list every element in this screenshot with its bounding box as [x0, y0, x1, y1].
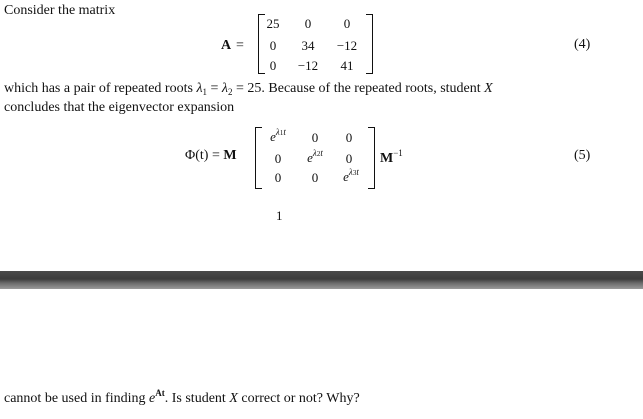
m-inverse: $M^{-1}$: [380, 148, 403, 166]
matrix-exp-cell: 0: [311, 170, 319, 185]
equation-number-4: (4): [574, 37, 591, 52]
page-separator: [0, 271, 643, 289]
matrix-a-label: A: [221, 38, 232, 53]
intro-text: Consider the matrix: [4, 3, 116, 18]
conclusion-text: cannot be used in finding $e^{At}$. Is student X correct or not? Why?: [4, 388, 360, 406]
phi-lhs: Φ(t) = M: [185, 148, 237, 163]
matrix-a-cell: −12: [297, 58, 319, 73]
matrix-exp-right-bracket: [368, 127, 375, 189]
equation-number-5: (5): [574, 148, 591, 163]
matrix-exp-diag: $e^{\lambda 3t}$: [343, 167, 359, 184]
matrix-a-cell: 34: [301, 38, 315, 53]
matrix-a-cell: 41: [340, 58, 354, 73]
matrix-a-cell: 0: [304, 16, 312, 31]
matrix-a-equals: =: [236, 38, 244, 53]
matrix-a-right-bracket: [366, 14, 373, 74]
matrix-a-cell: 0: [269, 58, 277, 73]
roots-sentence-line2: concludes that the eigenvector expansion: [4, 100, 235, 115]
matrix-exp-cell: 0: [274, 151, 282, 166]
matrix-exp-cell: 0: [274, 170, 282, 185]
matrix-a-cell: 0: [343, 16, 351, 31]
matrix-exp-diag: $e^{\lambda 2t}$: [307, 148, 323, 165]
matrix-exp-diag: $e^{\lambda 1t}$: [270, 127, 286, 144]
page-number: 1: [276, 208, 283, 223]
matrix-a-cell: −12: [336, 38, 358, 53]
matrix-exp-cell: 0: [345, 151, 353, 166]
matrix-exp-cell: 0: [311, 130, 319, 145]
matrix-a-cell: 0: [269, 38, 277, 53]
matrix-a-cell: 25: [266, 16, 280, 31]
matrix-exp-cell: 0: [345, 130, 353, 145]
roots-sentence: which has a pair of repeated roots $\lambda_1 = \lambda_2 = 25$. Because of the repeated roots, student X: [4, 81, 493, 97]
